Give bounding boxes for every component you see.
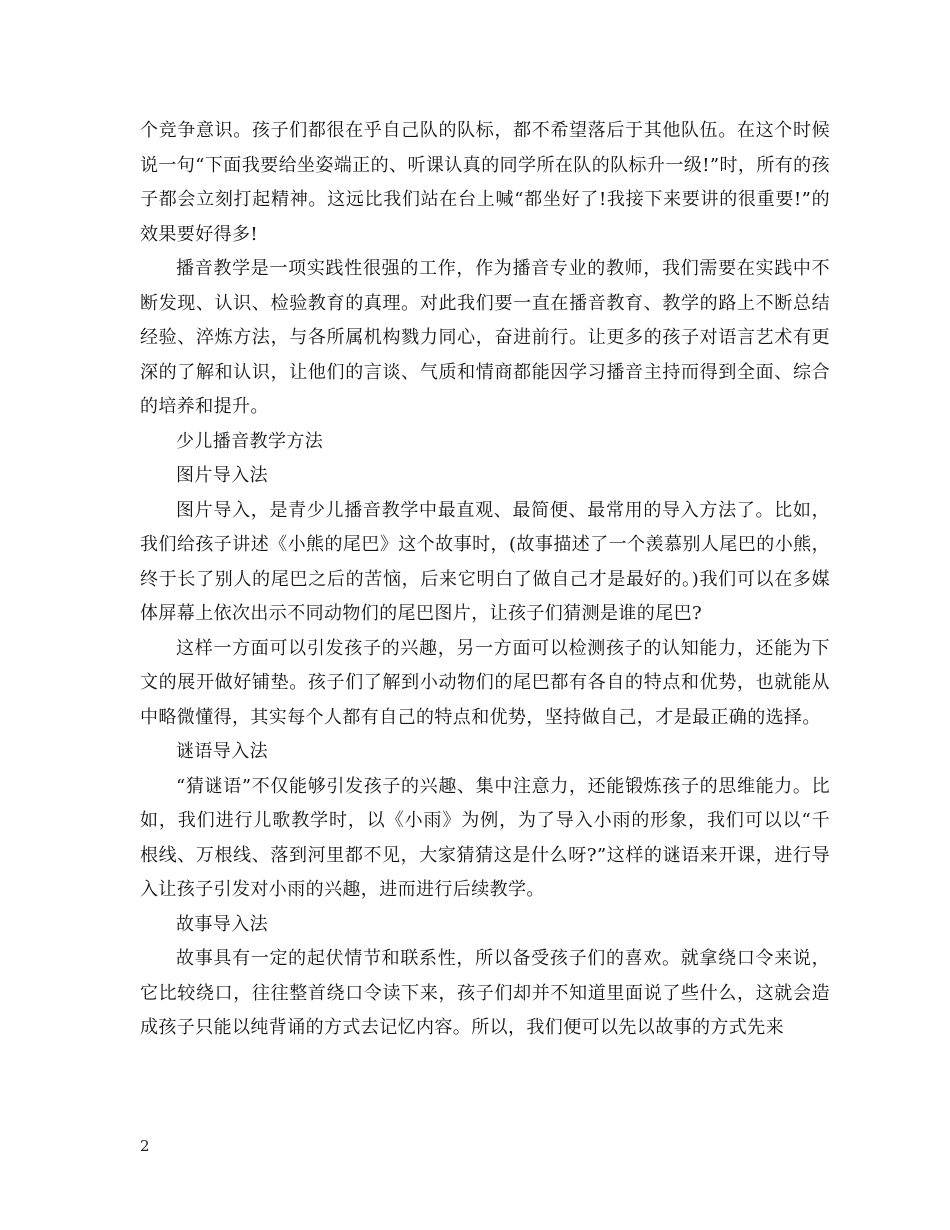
document-body	[140, 114, 830, 1046]
paragraph: 故事具有一定的起伏情节和联系性，所以备受孩子们的喜欢。就拿绕口令来说，它比较绕口，往往整首绕口令读下来，孩子们却并不知道里面说了些什么，这就会造成孩子只能以纯背诵的方式去记忆内容。所以，我们便可以先以故事的方式先来	[140, 948, 830, 1038]
section-heading: 少儿播音教学方法	[176, 430, 324, 452]
paragraph: 播音教学是一项实践性很强的工作，作为播音专业的教师，我们需要在实践中不断发现、认识、检验教育的真理。对此我们要一直在播音教育、教学的路上不断总结经验、淬炼方法，与各所属机构戮力同心，奋进前行。让更多的孩子对语言艺术有更深的了解和认识，让他们的言谈、气质和情商都能因学习播音主持而得到全面、综合的培养和提升。	[140, 258, 830, 417]
page-number: 2	[140, 1137, 150, 1155]
paragraph: 图片导入，是青少儿播音教学中最直观、最简便、最常用的导入方法了。比如，我们给孩子讲述《小熊的尾巴》这个故事时，(故事描述了一个羡慕别人尾巴的小熊，终于长了别人的尾巴之后的苦恼，后来它明白了做自己才是最好的。)我们可以在多媒体屏幕上依次出示不同动物们的尾巴图片，让孩子们猜测是谁的尾巴?	[140, 499, 830, 624]
paragraph: 个竞争意识。孩子们都很在乎自己队的队标，都不希望落后于其他队伍。在这个时候说一句“下面我要给坐姿端正的、听课认真的同学所在队的队标升一级!”时，所有的孩子都会立刻打起精神。这远比我们站在台上喊“都坐好了!我接下来要讲的很重要!”的效果要好得多!	[140, 120, 830, 245]
subsection-heading: 故事导入法	[176, 913, 268, 935]
paragraph: “猜谜语”不仅能够引发孩子的兴趣、集中注意力，还能锻炼孩子的思维能力。比如，我们进行儿歌教学时，以《小雨》为例，为了导入小雨的形象，我们可以以“千根线、万根线、落到河里都不见，大家猜猜这是什么呀?”这样的谜语来开课，进行导入让孩子引发对小雨的兴趣，进而进行后续教学。	[140, 775, 830, 900]
subsection-heading: 图片导入法	[176, 465, 268, 486]
subsection-heading: 谜语导入法	[176, 741, 268, 762]
paragraph: 这样一方面可以引发孩子的兴趣，另一方面可以检测孩子的认知能力，还能为下文的展开做好铺垫。孩子们了解到小动物们的尾巴都有各自的特点和优势，也就能从中略微懂得，其实每个人都有自己的特点和优势，坚持做自己，才是最正确的选择。	[140, 637, 830, 728]
